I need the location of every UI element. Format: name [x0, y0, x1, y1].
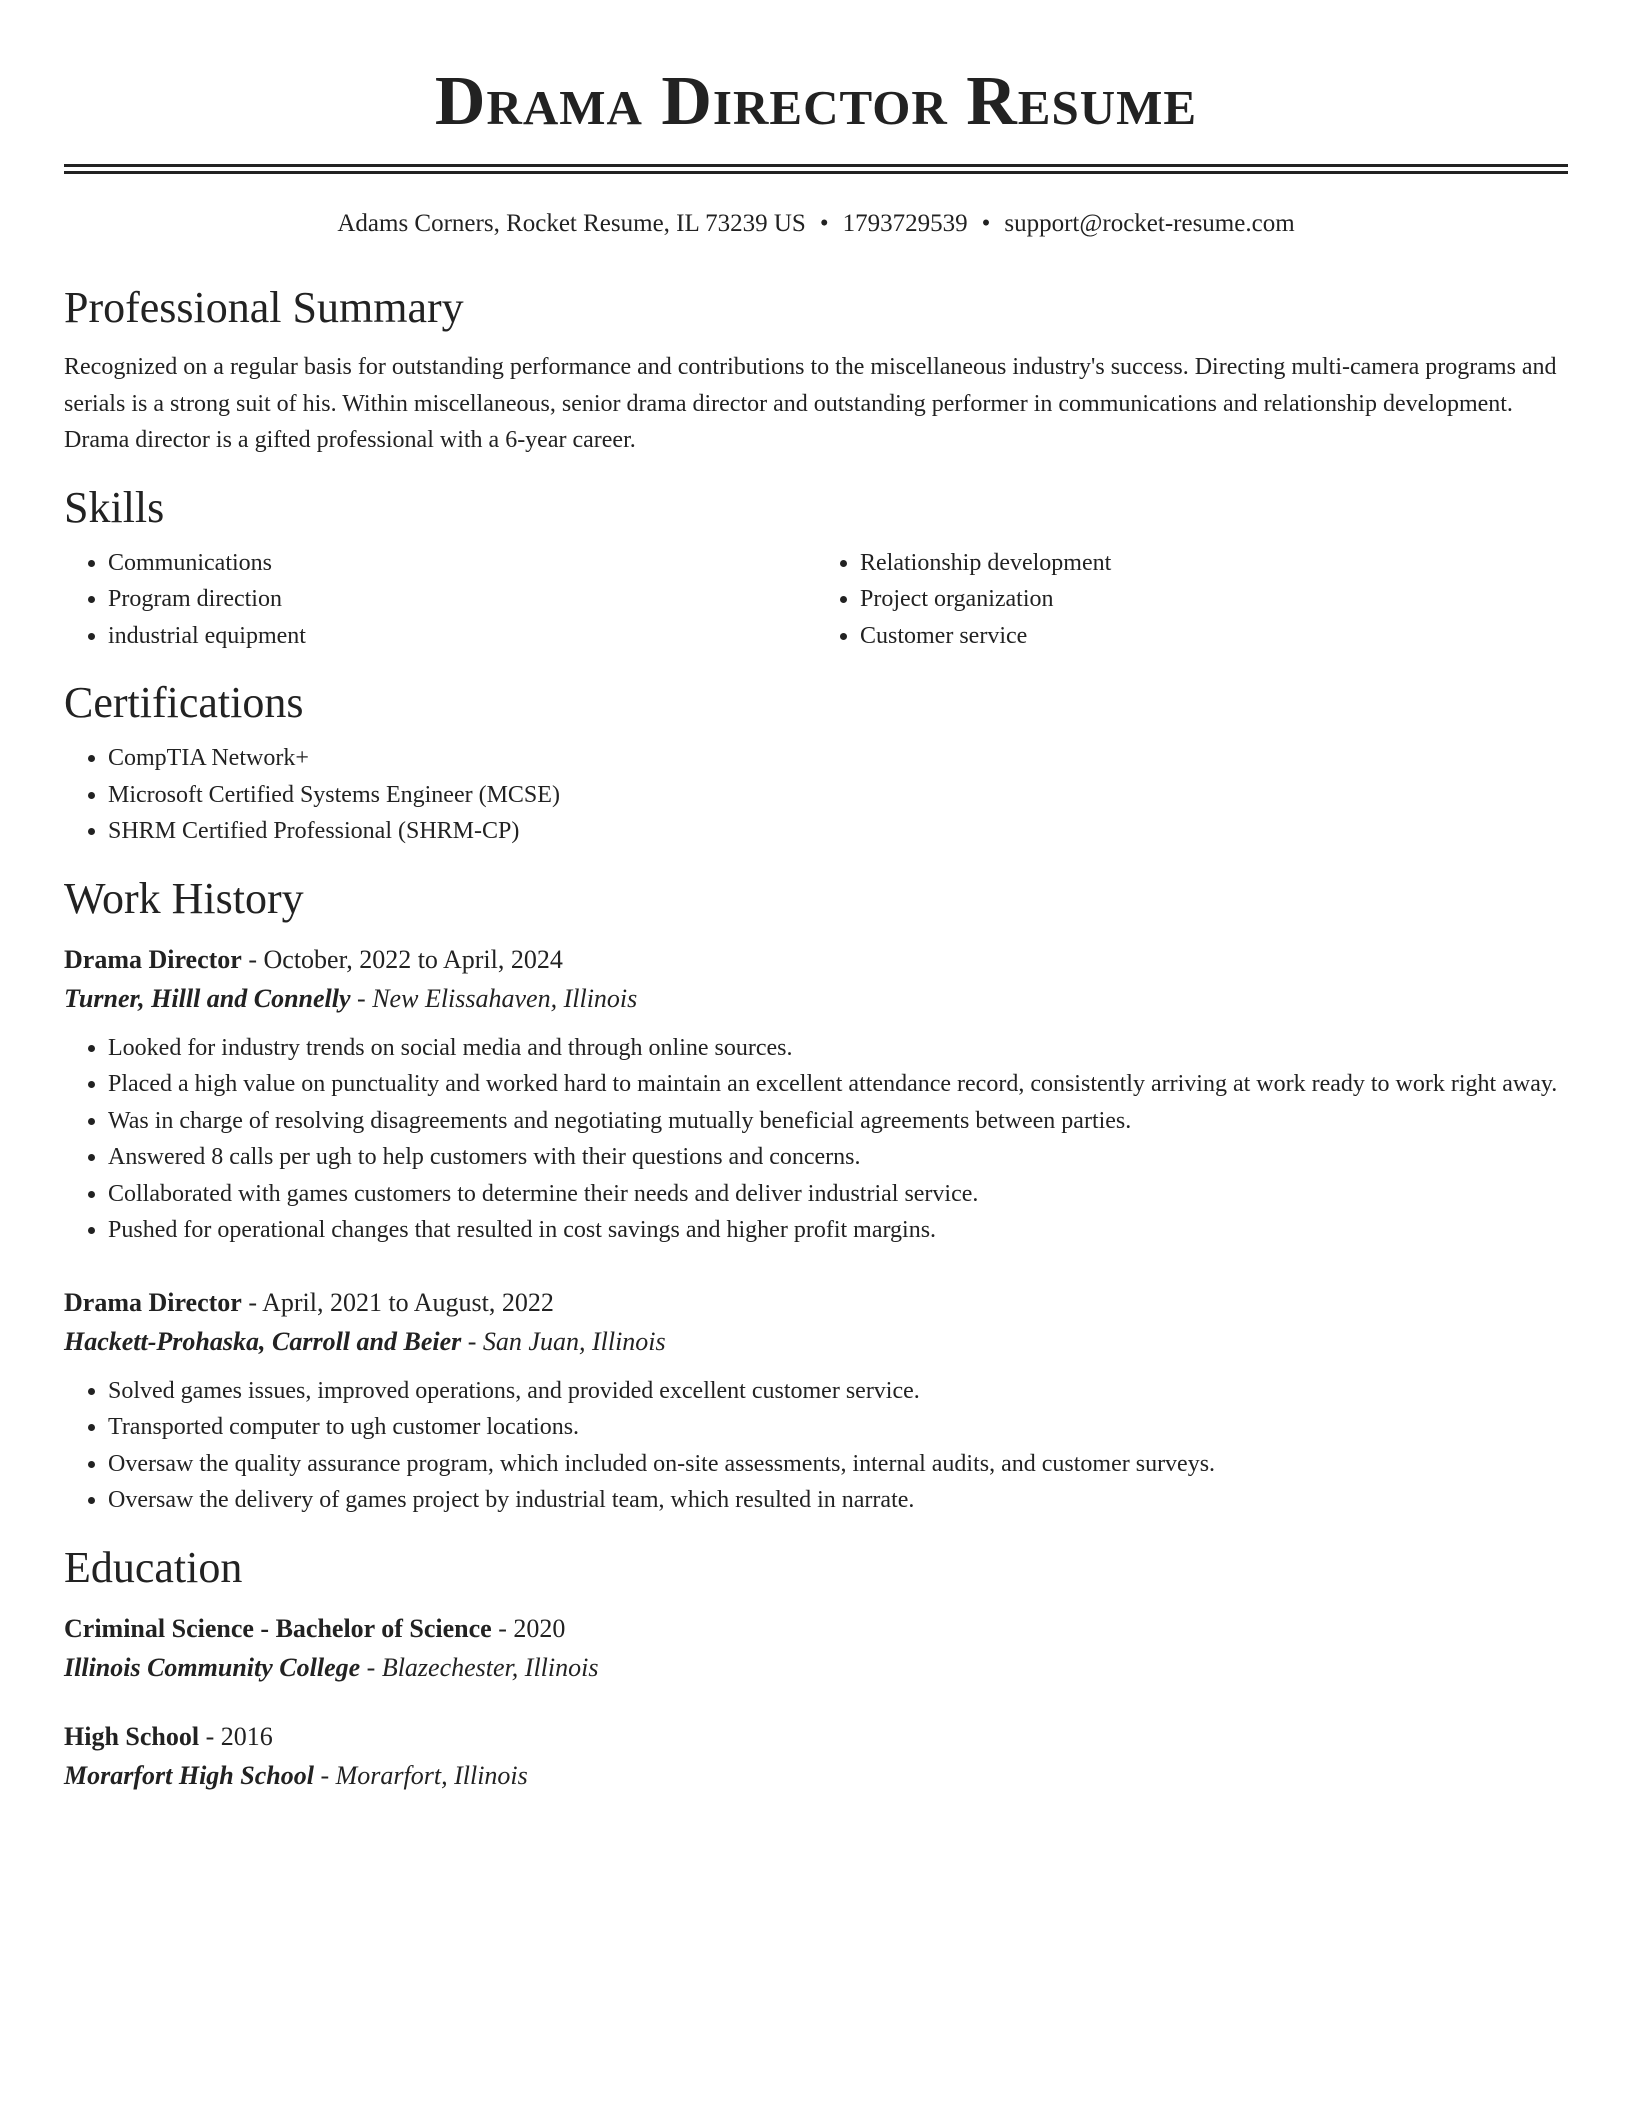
skill-item: • Communications [108, 545, 816, 582]
school-line [64, 1757, 1568, 1795]
dash: - [491, 1613, 514, 1643]
job-title: Drama Director [64, 1287, 242, 1317]
company-line [64, 980, 1568, 1018]
contact-line [64, 207, 1568, 241]
degree: High School [64, 1721, 200, 1751]
degree-line [64, 1609, 1568, 1649]
school-location: Blazechester, Illinois [381, 1652, 599, 1682]
skill-item: • Program direction [108, 581, 816, 618]
company-location: San Juan, Illinois [482, 1326, 666, 1356]
contact-phone: 1793729539 [842, 210, 968, 237]
dash: - [241, 944, 264, 974]
skill-item: • industrial equipment [108, 618, 816, 655]
job-title-line [64, 1283, 1568, 1323]
school-location: Morarfort, Illinois [335, 1760, 528, 1790]
job-bullet: • Placed a high value on punctuality and worked hard to maintain an excellent attendance record, consistently arriving at work ready to work right away. [108, 1066, 1568, 1103]
degree-line [64, 1717, 1568, 1757]
school-name: Illinois Community College [64, 1652, 361, 1682]
company-name: Turner, Hilll and Connelly [64, 983, 351, 1013]
certifications-heading: Certifications [64, 678, 304, 727]
graduation-year: 2016 [220, 1721, 273, 1751]
job-bullet: • Oversaw the delivery of games project by industrial team, which resulted in narrate. [108, 1482, 1568, 1519]
contact-email: support@rocket-resume.com [1004, 210, 1295, 237]
skill-item: • Customer service [860, 618, 1568, 655]
work-history-heading: Work History [64, 873, 304, 923]
degree: Criminal Science - Bachelor of Science [64, 1613, 492, 1643]
job-bullet: • Oversaw the quality assurance program, which included on-site assessments, internal audits, and customer surveys. [108, 1446, 1568, 1483]
contact-separator: • [819, 210, 829, 237]
certification-item: • CompTIA Network+ [108, 740, 1568, 777]
dash: - [241, 1287, 263, 1317]
job-entry [64, 940, 1568, 1249]
job-dates: April, 2021 to August, 2022 [262, 1287, 554, 1317]
company-name: Hackett-Prohaska, Carroll and Beier [64, 1326, 462, 1356]
skill-item: • Project organization [860, 581, 1568, 618]
resume-title: Drama Director Resume [434, 63, 1198, 140]
company-location: New Elissahaven, Illinois [372, 983, 638, 1013]
certification-item: • SHRM Certified Professional (SHRM-CP) [108, 813, 1568, 850]
contact-separator: • [981, 210, 991, 237]
job-bullet: • Solved games issues, improved operations, and provided excellent customer service. [108, 1373, 1568, 1410]
skills-list-right [816, 545, 1568, 655]
job-bullets [64, 1030, 1568, 1249]
skills-columns [64, 545, 1568, 655]
skill-item: • Relationship development [860, 545, 1568, 582]
job-bullet: • Transported computer to ugh customer locations. [108, 1409, 1568, 1446]
skills-heading: Skills [64, 482, 165, 532]
job-bullet: • Looked for industry trends on social media and through online sources. [108, 1030, 1568, 1067]
dash: - [199, 1721, 221, 1751]
certifications-list [64, 740, 1568, 850]
dash: - [461, 1326, 483, 1356]
certification-item: • Microsoft Certified Systems Engineer (MCSE) [108, 777, 1568, 814]
education-entry [64, 1717, 1568, 1795]
summary-heading: Professional Summary [64, 283, 464, 332]
skills-list-left [64, 545, 816, 655]
job-title: Drama Director [64, 944, 242, 974]
job-bullet: • Pushed for operational changes that resulted in cost savings and higher profit margins. [108, 1212, 1568, 1249]
job-bullets [64, 1373, 1568, 1519]
graduation-year: 2020 [513, 1613, 566, 1643]
job-entry [64, 1283, 1568, 1519]
job-bullet: • Was in charge of resolving disagreements and negotiating mutually beneficial agreements between parties. [108, 1103, 1568, 1140]
job-title-line [64, 940, 1568, 980]
dash: - [313, 1760, 336, 1790]
company-line [64, 1323, 1568, 1361]
school-name: Morarfort High School [64, 1760, 314, 1790]
school-line [64, 1649, 1568, 1687]
dash: - [350, 983, 373, 1013]
education-entry [64, 1609, 1568, 1687]
contact-address: Adams Corners, Rocket Resume, IL 73239 US [337, 210, 806, 237]
education-heading: Education [64, 1542, 243, 1592]
summary-text: Recognized on a regular basis for outstanding performance and contributions to the miscellaneous industry's success. Directing multi-camera programs and serials is a strong suit of his. Within miscellaneous, senior drama director and outstanding performer in communications and relationship development. Drama director is a gifted professional with a 6-year career. [64, 354, 1557, 453]
job-bullet: • Collaborated with games customers to determine their needs and deliver industrial service. [108, 1176, 1568, 1213]
job-dates: October, 2022 to April, 2024 [263, 944, 563, 974]
job-bullet: • Answered 8 calls per ugh to help customers with their questions and concerns. [108, 1139, 1568, 1176]
title-divider [64, 164, 1568, 174]
dash: - [360, 1652, 382, 1682]
